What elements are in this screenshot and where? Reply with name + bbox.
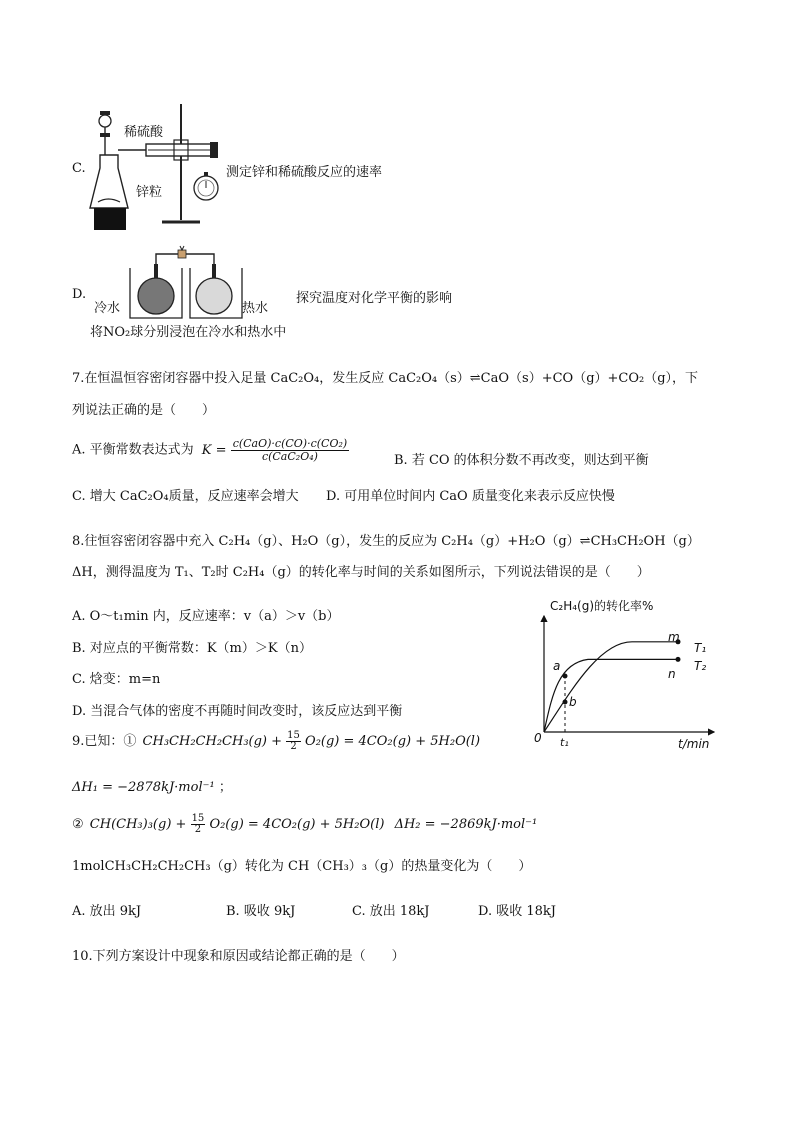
q9-semicolon: ； xyxy=(218,780,232,795)
q9-eq2-frac-num: 15 xyxy=(191,813,205,824)
q9-eq2-fraction xyxy=(191,814,206,835)
point-a xyxy=(563,674,568,679)
q9-dh1-line xyxy=(72,776,232,795)
q9-question: 1molCH₃CH₂CH₂CH₃（g）转化为 CH（CH₃）₃（g）的热量变化为（ ） xyxy=(72,859,532,874)
q9-eq2-right: O₂(g) = 4CO₂(g) + 5H₂O(l) xyxy=(209,817,385,832)
q9-dh1: ΔH₁ = −2878kJ·mol⁻¹ xyxy=(72,780,215,795)
q9-eq2-frac-den: 2 xyxy=(194,824,202,835)
q7-k-symbol: K = xyxy=(201,442,227,458)
q7-stem-line1: 7.在恒温恒容密闭容器中投入足量 CaC₂O₄，发生反应 CaC₂O₄（s）⇌CaO（s）+CO（g）+CO₂（g），下 xyxy=(72,371,699,386)
q7-k-numerator: c(CaO)·c(CO)·c(CO₂) xyxy=(232,437,348,450)
q8-option-b: B. 对应点的平衡常数：K（m）＞K（n） xyxy=(72,641,312,656)
q7-k-denominator: c(CaC₂O₄) xyxy=(261,449,318,463)
label-a: a xyxy=(553,659,561,673)
q9-option-c: C. 放出 18kJ xyxy=(352,904,430,919)
q9-eq1-right: O₂(g) = 4CO₂(g) + 5H₂O(l) xyxy=(305,734,481,749)
q8-option-a: A. O～t₁min 内，反应速率：v（a）＞v（b） xyxy=(72,609,340,624)
q9-eq1-fraction xyxy=(286,731,301,752)
label-dilute-acid: 稀硫酸 xyxy=(124,125,164,140)
q7-option-a-prefix: A. 平衡常数表达式为 xyxy=(72,442,194,458)
label-cold-water: 冷水 xyxy=(94,301,121,316)
q9-eq1-frac-num: 15 xyxy=(287,730,300,741)
q9-eq2-left: CH(CH₃)₃(g) + xyxy=(89,817,187,832)
series-line-t1 xyxy=(544,642,678,732)
q8-stem-line1: 8.往恒容密闭容器中充入 C₂H₄（g）、H₂O（g），发生的反应为 C₂H₄（g）+H₂O（g）⇌CH₃CH₂OH（g） xyxy=(72,534,700,549)
option-d-caption: 将NO₂球分别浸泡在冷水和热水中 xyxy=(90,325,287,340)
q7-option-d: D. 可用单位时间内 CaO 质量变化来表示反应快慢 xyxy=(326,489,615,504)
label-hot-water: 热水 xyxy=(242,301,269,316)
label-b: b xyxy=(569,695,577,709)
q7-option-c: C. 增大 CaC₂O₄质量，反应速率会增大 xyxy=(72,489,299,504)
q9-circle2: ② xyxy=(72,817,84,832)
label-zinc-granules: 锌粒 xyxy=(136,185,163,200)
chart-origin-label: 0 xyxy=(534,731,542,745)
q8-option-d: D. 当混合气体的密度不再随时间改变时，该反应达到平衡 xyxy=(72,704,403,719)
q9-option-b: B. 吸收 9kJ xyxy=(226,904,296,919)
q9-eq1-frac-den: 2 xyxy=(290,741,297,752)
series-line-t2 xyxy=(544,659,678,732)
label-m: m xyxy=(668,630,680,644)
option-c-letter: C. xyxy=(72,161,86,176)
q7-option-b: B. 若 CO 的体积分数不再改变，则达到平衡 xyxy=(394,453,649,468)
point-b xyxy=(563,700,568,705)
q9-equation2 xyxy=(72,814,537,835)
option-d-description: 探究温度对化学平衡的影响 xyxy=(296,291,453,306)
chart-x-label: t/min xyxy=(678,737,710,751)
point-n xyxy=(676,657,681,662)
q9-dh2: ΔH₂ = −2869kJ·mol⁻¹ xyxy=(394,817,538,832)
option-d-letter: D. xyxy=(72,287,87,302)
series-label-t1: T₁ xyxy=(694,641,707,655)
q7-k-expression xyxy=(231,438,350,462)
chart-x-tick-t1: t₁ xyxy=(560,736,569,749)
conversion-chart xyxy=(528,596,724,752)
q9-option-d: D. 吸收 18kJ xyxy=(478,904,556,919)
q9-equation1 xyxy=(72,730,480,752)
q9-eq1-left: CH₃CH₂CH₂CH₃(g) + xyxy=(142,734,283,749)
q8-option-c: C. 焓变：m=n xyxy=(72,672,161,687)
label-n: n xyxy=(668,667,676,681)
option-c-description: 测定锌和稀硫酸反应的速率 xyxy=(226,165,383,180)
q7-stem-line2: 列说法正确的是（ ） xyxy=(72,403,216,418)
q9-option-a: A. 放出 9kJ xyxy=(72,904,142,919)
q10-stem: 10.下列方案设计中现象和原因或结论都正确的是（ ） xyxy=(72,949,405,964)
chart-y-label: C₂H₄(g)的转化率% xyxy=(550,599,654,613)
q8-stem-line2: ΔH，测得温度为 T₁、T₂时 C₂H₄（g）的转化率与时间的关系如图所示，下列说法错误的是（ ） xyxy=(72,565,650,580)
q9-prefix: 9.已知：① xyxy=(72,734,137,749)
q7-option-a xyxy=(72,438,349,462)
no2-bulbs-apparatus xyxy=(122,244,252,324)
series-label-t2: T₂ xyxy=(694,659,707,673)
